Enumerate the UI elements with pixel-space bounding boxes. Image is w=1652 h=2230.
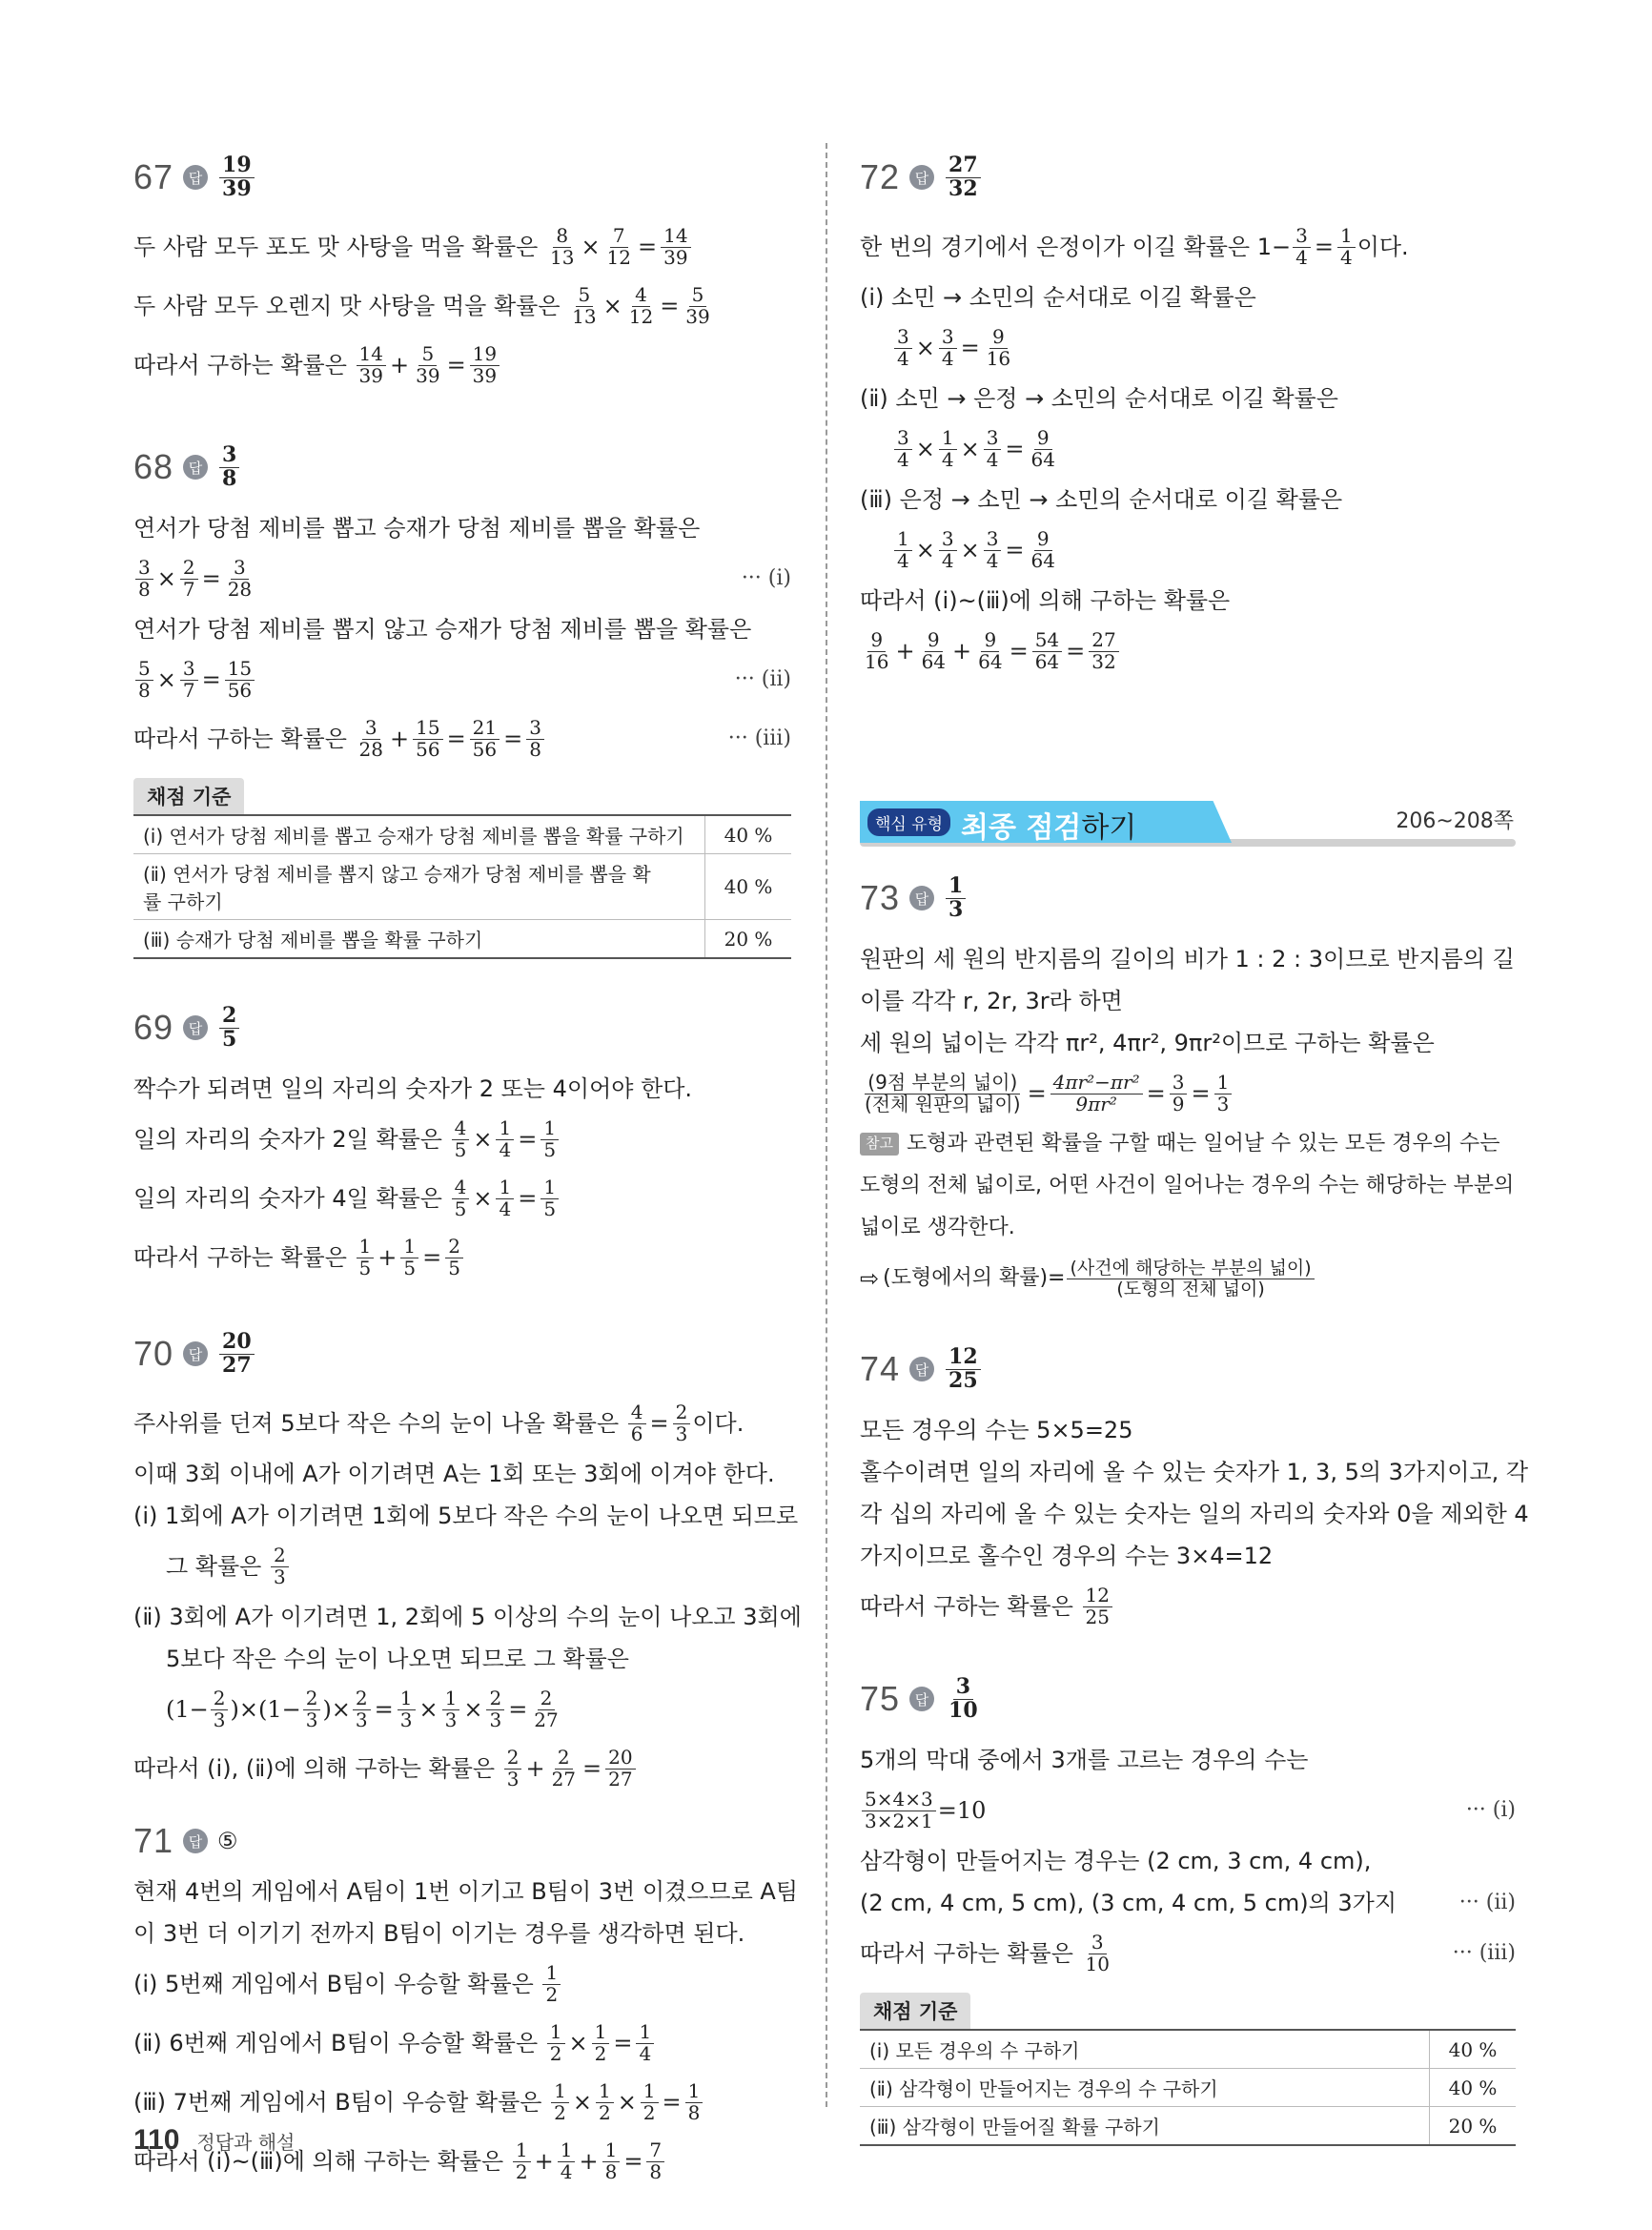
column-divider [826,143,827,2107]
problem-number: 71 [133,1821,174,1860]
solution-line: 연서가 당첨 제비를 뽑고 승재가 당첨 제비를 뽑을 확률은 [133,514,701,542]
step-marker: ··· (ⅱ) [1458,1891,1516,1915]
solution-line: $\frac{9}{16}$ + $\frac{9}{64}$ + $\frac{9}{64}$ = $\frac{54}{64}$ = $\frac{27}{32}$ [860,622,1516,681]
solution-line: 이때 3회 이내에 A가 이기려면 A는 1회 또는 3회에 이겨야 한다. [133,1460,775,1487]
answer-badge: 답 [183,1015,208,1040]
solution-line: $\frac{5}{8}$ × $\frac{3}{7}$ = $\frac{15}{56}$ ··· (ⅱ) [133,650,791,709]
problem-header [860,143,1516,212]
right-column [860,143,1529,2146]
solution-line: 짝수가 되려면 일의 자리의 숫자가 2 또는 4이어야 한다. [133,1074,693,1102]
fraction: $\frac{8}{13}$ [549,223,575,269]
solution-line: 따라서 구하는 확률은 $\frac{14}{39}$ + $\frac{5}{39}$ = $\frac{19}{39}$ [133,336,791,395]
step-marker: ··· (ⅲ) [1452,1941,1516,1966]
table-row: (ⅰ) 연서가 당첨 제비를 뽑고 승재가 당첨 제비를 뽑을 확률 구하기 40 % [133,815,791,854]
fraction: $\frac{14}{39}$ [357,344,386,386]
solution-line: 따라서 (ⅰ)~(ⅲ)에 의해 구하는 확률은 $\frac{1}{2}$ + $\frac{1}{4}$ + $\frac{1}{8}$ = $\frac{7}{8}$ [133,2132,791,2191]
answer-badge: 답 [183,1829,208,1853]
answer-badge: 답 [183,455,208,480]
problem-header [133,143,791,212]
problem-73 [860,864,1516,1308]
answer-fraction: $\frac{12}{25}$ [946,1346,981,1393]
answer-badge: 답 [909,165,934,190]
answer-fraction: $\frac{1}{3}$ [946,875,966,922]
grading-table-tag: 채점 기준 [860,1993,970,2029]
problem-header [133,1320,791,1388]
banner-tag: 핵심 유형 [867,808,950,836]
solution-line: (ⅲ) 7번째 게임에서 B팀이 우승할 확률은 $\frac{1}{2}$ × $\frac{1}{2}$ × $\frac{1}{2}$ = $\frac{1}{8}$ [133,2073,791,2132]
problem-number: 74 [860,1349,901,1388]
fraction: $\frac{5}{39}$ [685,282,710,328]
fraction: $\frac{14}{39}$ [661,226,690,268]
solution-line: $\frac{1}{4}$ × $\frac{3}{4}$ × $\frac{3}{4}$ = $\frac{9}{64}$ [860,521,1516,580]
solution-line: 5보다 작은 수의 눈이 나오면 되므로 그 확률은 [166,1645,629,1672]
arrow-right-icon: ⇨ [860,1264,880,1292]
answer-badge: 답 [909,1357,934,1381]
solution-line: 주사위를 던져 5보다 작은 수의 눈이 나올 확률은 $\frac{4}{6}$ = $\frac{2}{3}$ 이다. [133,1400,744,1445]
solution-line: (ⅱ) 3회에 A가 이기려면 1, 2회에 5 이상의 수의 눈이 나오고 3회에 [133,1603,802,1630]
solution-line: 따라서 구하는 확률은 $\frac{3}{10}$ ··· (ⅲ) [860,1930,1516,1975]
answer-choice: ⑤ [217,1828,238,1854]
solution-line: (ⅲ) 은정 → 소민 → 소민의 순서대로 이길 확률은 [860,485,1343,513]
fraction: $\frac{5}{39}$ [416,341,440,387]
answer-badge: 답 [183,1341,208,1366]
solution-line: 이 3번 더 이기기 전까지 B팀이 이기는 경우를 생각하면 된다. [133,1919,745,1947]
problem-header [133,993,791,1062]
solution-line: (1− $\frac{2}{3}$ )×(1− $\frac{2}{3}$ )× $\frac{2}{3}$ = $\frac{1}{3}$ × $\frac{1}{3}$ × $\frac{2}{3}$ = $\frac{2}{27}$ [166,1686,559,1731]
problem-number: 73 [860,878,901,917]
table-row: (ⅲ) 삼각형이 만들어질 확률 구하기 20 % [860,2107,1516,2146]
answer-fraction: $\frac{3}{10}$ [948,1673,978,1723]
solution-line: 따라서 (ⅰ), (ⅱ)에 의해 구하는 확률은 $\frac{2}{3}$ + $\frac{2}{27}$ = $\frac{20}{27}$ [133,1739,791,1798]
fraction: $\frac{5}{13}$ [572,282,597,328]
footer-label: 정답과 해설 [196,2131,296,2154]
table-row: (ⅰ) 모든 경우의 수 구하기 40 % [860,2030,1516,2069]
answer-badge: 답 [183,165,208,190]
answer-fraction: $\frac{19}{39}$ [219,154,255,201]
solution-line: (2 cm, 4 cm, 5 cm), (3 cm, 4 cm, 5 cm)의 3가지 ··· (ⅱ) [860,1882,1516,1924]
solution-line: 한 번의 경기에서 은정이가 이길 확률은 1− $\frac{3}{4}$ = $\frac{1}{4}$ 이다. [860,223,1409,269]
answer-fraction: $\frac{3}{8}$ [219,444,239,491]
solution-line: 삼각형이 만들어지는 경우는 (2 cm, 3 cm, 4 cm), [860,1847,1372,1874]
solution-line: 따라서 (ⅰ)~(ⅲ)에 의해 구하는 확률은 [860,586,1231,614]
problem-number: 75 [860,1679,901,1718]
left-column [133,143,802,2191]
banner-pages: 206~208쪽 [1396,809,1514,833]
solution-line: 일의 자리의 숫자가 4일 확률은 $\frac{4}{5}$ × $\frac{1}{4}$ = $\frac{1}{5}$ [133,1169,791,1228]
grading-table [860,1993,1516,2146]
table-row: (ⅱ) 연서가 당첨 제비를 뽑지 않고 승재가 당첨 제비를 뽑을 확률 구하기 40 % [133,854,791,920]
solution-line: 세 원의 넓이는 각각 πr², 4πr², 9πr²이므로 구하는 확률은 [860,1029,1435,1056]
problem-number: 72 [860,157,901,196]
section-banner [860,801,1516,850]
reference-note: ⇨ (도형에서의 확률)= $\frac{\text{(사건에 해당하는 부분의 넓이)}}{\text{(도형의 전체 넓이)}}$ [860,1249,1516,1308]
solution-line: 원판의 세 원의 반지름의 길이의 비가 1 : 2 : 3이므로 반지름의 길 [860,945,1515,972]
problem-header [860,1665,1516,1733]
step-marker: ··· (ⅱ) [734,667,791,692]
reference-tag: 참고 [860,1133,899,1156]
step-marker: ··· (ⅲ) [727,726,791,751]
solution-line: $\frac{5\times 4\times 3}{3\times 2\times 1}$ =10 ··· (ⅰ) [860,1781,1516,1840]
problem-header [860,1335,1516,1403]
problem-70 [133,1320,802,1798]
problem-67 [133,143,791,395]
reference-note: 도형의 전체 넓이로, 어떤 사건이 일어나는 경우의 수는 해당하는 부분의 [860,1174,1515,1198]
problem-header [133,1817,791,1865]
solution-line: 이를 각각 r, 2r, 3r라 하면 [860,987,1123,1014]
solution-line: 따라서 구하는 확률은 $\frac{3}{28}$ + $\frac{15}{56}$ = $\frac{21}{56}$ = $\frac{3}{8}$ ··· (ⅲ) [133,715,791,761]
solution-line: 연서가 당첨 제비를 뽑지 않고 승재가 당첨 제비를 뽑을 확률은 [133,615,752,643]
problem-header [860,864,1516,932]
solution-line: $\frac{3}{4}$ × $\frac{1}{4}$ × $\frac{3}{4}$ = $\frac{9}{64}$ [860,419,1516,479]
problem-number: 69 [133,1008,174,1047]
step-marker: ··· (ⅰ) [741,566,791,591]
problem-68 [133,433,791,959]
fraction: $\frac{4}{12}$ [628,282,654,328]
banner-title: 최종 점검하기 [961,811,1137,845]
solution-line: 홀수이려면 일의 자리에 올 수 있는 숫자가 1, 3, 5의 3가지이고, 각 [860,1458,1529,1485]
solution-line: $\frac{\text{(9점 부분의 넓이)}}{\text{(전체 원판의 넓이)}}$ = $\frac{\text{4πr²−πr²}}{\text{9πr²}}$ = $\frac{3}{9}$ = $\frac{1}{3}$ [860,1064,1516,1123]
solution-line: (ⅰ) 1회에 A가 이기려면 1회에 5보다 작은 수의 눈이 나오면 되므로 [133,1502,799,1529]
solution-line: 5개의 막대 중에서 3개를 고르는 경우의 수는 [860,1746,1309,1773]
solution-line: 따라서 구하는 확률은 $\frac{1}{5}$ + $\frac{1}{5}$ = $\frac{2}{5}$ [133,1228,791,1287]
page-number: 110 [133,2124,180,2156]
solution-line: $\frac{3}{4}$ × $\frac{3}{4}$ = $\frac{9}{16}$ [860,318,1516,378]
solution-line: 일의 자리의 숫자가 2일 확률은 $\frac{4}{5}$ × $\frac{1}{4}$ = $\frac{1}{5}$ [133,1110,791,1169]
solution-line: 각 십의 자리에 올 수 있는 숫자는 일의 자리의 숫자와 0을 제외한 4 [860,1500,1529,1527]
solution-line: (ⅱ) 6번째 게임에서 B팀이 우승할 확률은 $\frac{1}{2}$ × $\frac{1}{2}$ = $\frac{1}{4}$ [133,2014,791,2073]
answer-badge: 답 [909,886,934,910]
solution-line: $\frac{3}{8}$ × $\frac{2}{7}$ = $\frac{3}{28}$ ··· (ⅰ) [133,549,791,608]
problem-75 [860,1665,1516,2146]
solution-line: 현재 4번의 게임에서 A팀이 1번 이기고 B팀이 3번 이겼으므로 A팀 [133,1877,798,1905]
answer-fraction: $\frac{20}{27}$ [219,1331,255,1378]
solution-line: 두 사람 모두 오렌지 맛 사탕을 먹을 확률은 $\frac{5}{13}$ × $\frac{4}{12}$ = $\frac{5}{39}$ [133,276,791,336]
reference-note: 넓이로 생각한다. [860,1216,1015,1240]
problem-header [133,433,791,501]
fraction: $\frac{7}{12}$ [606,223,631,269]
table-row: (ⅲ) 승재가 당첨 제비를 뽑을 확률 구하기 20 % [133,920,791,959]
solution-line: 두 사람 모두 포도 맛 사탕을 먹을 확률은 $\frac{8}{13}$ × $\frac{7}{12}$ = $\frac{14}{39}$ [133,217,791,276]
solution-line: (ⅰ) 5번째 게임에서 B팀이 우승할 확률은 $\frac{1}{2}$ [133,1954,791,2014]
fraction: $\frac{19}{39}$ [470,344,500,386]
grading-table-tag: 채점 기준 [133,778,244,814]
problem-74 [860,1335,1529,1636]
answer-fraction: $\frac{2}{5}$ [219,1005,239,1052]
reference-note: 참고 도형과 관련된 확률을 구할 때는 일어날 수 있는 모든 경우의 수는 [860,1123,1516,1165]
solution-line: 모든 경우의 수는 5×5=25 [860,1416,1133,1443]
problem-69 [133,993,791,1287]
answer-fraction: $\frac{27}{32}$ [946,154,981,201]
page-footer [133,2124,295,2157]
table-row: (ⅱ) 삼각형이 만들어지는 경우의 수 구하기 40 % [860,2069,1516,2107]
answer-badge: 답 [909,1687,934,1711]
solution-line: 그 확률은 $\frac{2}{3}$ [133,1537,791,1596]
solution-line: (ⅰ) 소민 → 소민의 순서대로 이길 확률은 [860,283,1256,311]
solution-line: 가지이므로 홀수인 경우의 수는 3×4=12 [860,1542,1274,1569]
problem-72 [860,143,1516,801]
grading-table [133,778,791,959]
problem-number: 68 [133,447,174,486]
problem-number: 70 [133,1334,174,1373]
problem-number: 67 [133,157,174,196]
solution-line: 따라서 구하는 확률은 $\frac{12}{25}$ [860,1577,1516,1636]
solution-line: (ⅱ) 소민 → 은정 → 소민의 순서대로 이길 확률은 [860,384,1338,412]
step-marker: ··· (ⅰ) [1465,1798,1516,1823]
